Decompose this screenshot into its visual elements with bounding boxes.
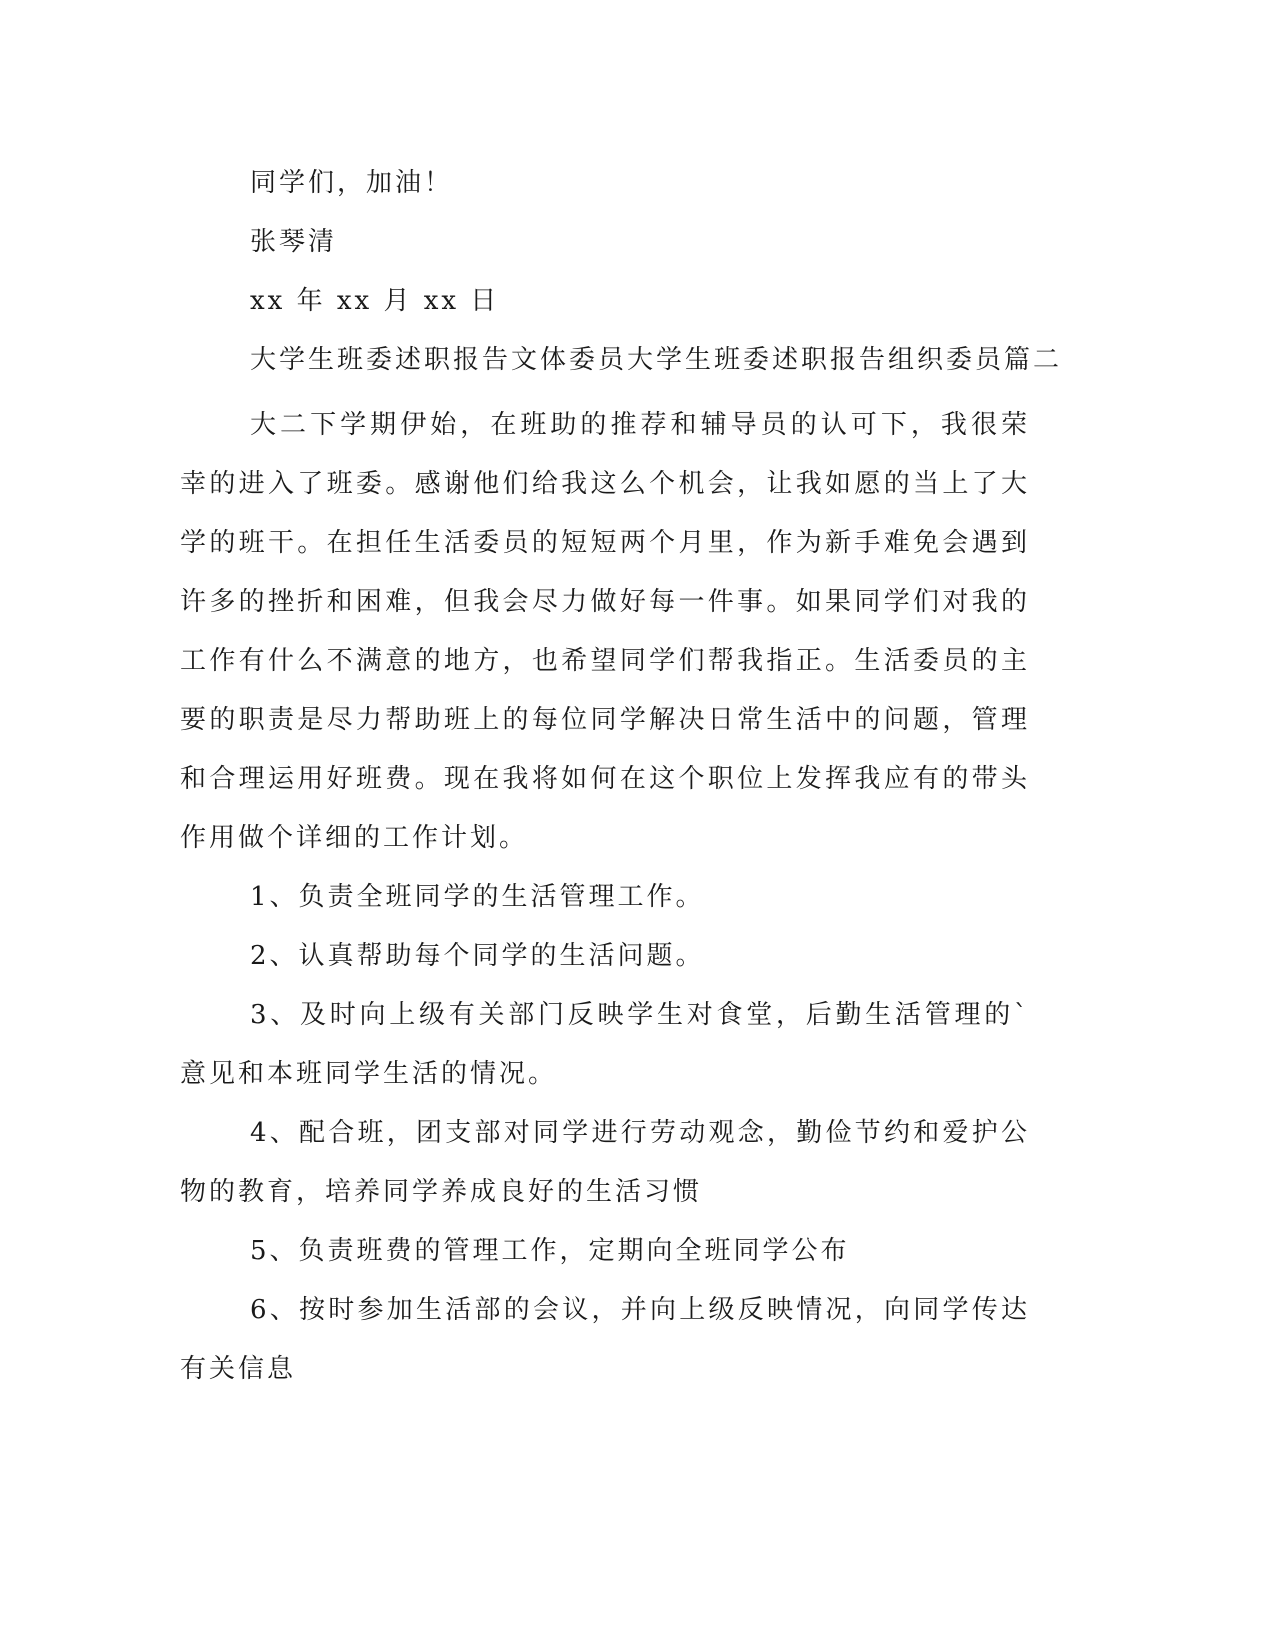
closing-date: xx 年 xx 月 xx 日	[250, 286, 500, 316]
list-item-2: 2、认真帮助每个同学的生活问题。	[250, 941, 705, 971]
list-item-3: 3、及时向上级有关部门反映学生对食堂，后勤生活管理的`意见和本班同学生活的情况。	[180, 1000, 1030, 1089]
list-item-1: 1、负责全班同学的生活管理工作。	[250, 882, 705, 912]
article-title: 大学生班委述职报告文体委员大学生班委述职报告组织委员篇二	[250, 345, 1063, 375]
closing-signature: 张琴清	[250, 227, 338, 257]
article-intro-paragraph: 大二下学期伊始，在班助的推荐和辅导员的认可下，我很荣幸的进入了班委。感谢他们给我这么个机会，让我如愿的当上了大学的班干。在担任生活委员的短短两个月里，作为新手难免会遇到许多的挫折和困难，但我会尽力做好每一件事。如果同学们对我的工作有什么不满意的地方，也希望同学们帮我指正。生活委员的主要的职责是尽力帮助班上的每位同学解决日常生活中的问题，管理和合理运用好班费。现在我将如何在这个职位上发挥我应有的带头作用做个详细的工作计划。	[180, 410, 1030, 853]
list-item-5: 5、负责班费的管理工作，定期向全班同学公布	[250, 1236, 850, 1266]
closing-encouragement: 同学们，加油！	[250, 168, 454, 198]
list-item-6: 6、按时参加生活部的会议，并向上级反映情况，向同学传达有关信息	[180, 1295, 1030, 1384]
list-item-4: 4、配合班，团支部对同学进行劳动观念，勤俭节约和爱护公物的教育，培养同学养成良好的生活习惯	[180, 1118, 1030, 1207]
document-body	[180, 160, 1063, 1399]
